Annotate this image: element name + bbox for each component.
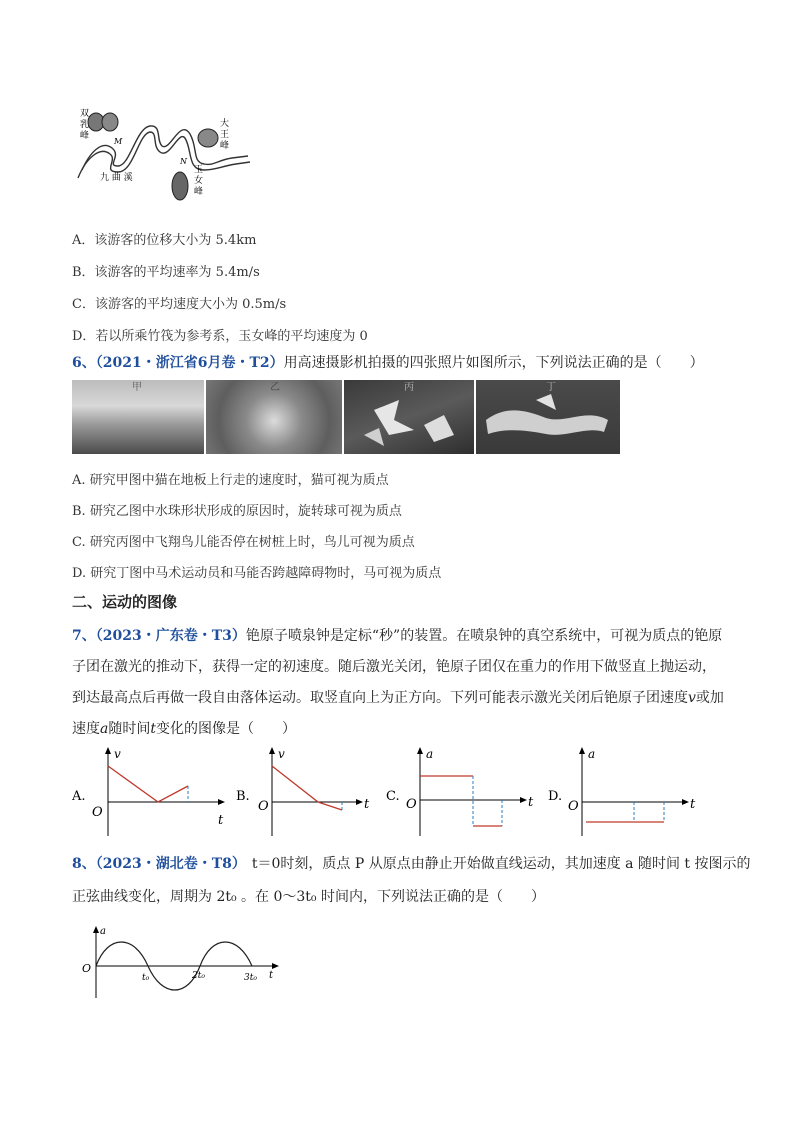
q7-line-3 xyxy=(72,687,724,707)
question-number: 7、 xyxy=(72,628,96,644)
question-source: （2023・广东卷・T3） xyxy=(95,628,246,644)
graph-a-t-label: t xyxy=(218,813,224,828)
q7-text-4a: 速度 xyxy=(72,721,100,737)
q7-text-3-tail: 或加 xyxy=(695,690,724,706)
photo-label-bing: 丙 xyxy=(404,382,414,393)
q7-text-4b: 随时间 xyxy=(108,721,151,737)
point-m-label: M xyxy=(114,137,123,146)
question-source: （2023・湖北卷・T8） xyxy=(95,856,246,872)
section-title: 二、运动的图像 xyxy=(72,593,178,611)
graph-a-curve xyxy=(108,766,188,802)
big-king-peak-icon xyxy=(198,129,218,147)
king-peak-label-3: 峰 xyxy=(220,141,230,151)
q7-var-a: a xyxy=(100,721,109,737)
graph-d-origin: O xyxy=(568,799,579,814)
q6-option-b: B. 研究乙图中水珠形状形成的原因时，旋转球可视为质点 xyxy=(72,504,402,519)
photo-bing xyxy=(344,380,474,454)
sine-a-label: a xyxy=(100,926,106,937)
stream-label: 九 曲 溪 xyxy=(100,173,133,183)
point-n-label: N xyxy=(180,157,187,166)
q5-option-c: C．该游客的平均速度大小为 0.5m/s xyxy=(72,297,287,312)
twin-peak-label-3: 峰 xyxy=(80,131,90,141)
graph-a-option-label: A. xyxy=(72,789,86,804)
photo-label-jia: 甲 xyxy=(132,382,142,393)
jiuqu-stream-map xyxy=(72,100,252,210)
q6-option-d: D. 研究丁图中马术运动员和马能否跨越障碍物时，马可视为质点 xyxy=(72,566,442,581)
q5-option-a: A．该游客的位移大小为 5.4km xyxy=(72,233,257,248)
king-peak-label-1: 大 xyxy=(220,119,230,129)
sine-t-label: t xyxy=(269,970,274,981)
sine-tick-2t0: 2t₀ xyxy=(192,971,205,981)
graph-b-origin: O xyxy=(258,799,269,814)
twin-peak-label-1: 双 xyxy=(80,109,90,119)
twin-peak-icon xyxy=(88,113,118,131)
graph-c-t-label: t xyxy=(528,795,534,810)
q7-var-v: v xyxy=(688,690,696,706)
q7-var-t: t xyxy=(150,721,156,737)
question-source: （2021・浙江省6月卷・T2） xyxy=(95,355,284,371)
q6-option-a: A. 研究甲图中猫在地板上行走的速度时，猫可视为质点 xyxy=(72,473,389,488)
question-text: 用高速摄影机拍摄的四张照片如图所示，下列说法正确的是（ ） xyxy=(283,355,704,371)
q8-line-1 xyxy=(72,853,751,873)
q5-option-d: D．若以所乘竹筏为参考系，玉女峰的平均速度为 0 xyxy=(72,329,368,344)
question-number: 8、 xyxy=(72,856,96,872)
graph-b-option-label: B. xyxy=(236,789,250,804)
sine-origin: O xyxy=(82,962,92,975)
question-number: 6、 xyxy=(72,355,96,371)
graph-d-option-label: D. xyxy=(548,789,563,804)
q7-text-1: 铯原子喷泉钟是定标“秒”的装置。在喷泉钟的真空系统中，可视为质点的铯原 xyxy=(245,628,723,644)
graph-c-a-label: a xyxy=(426,747,434,761)
q5-option-b: B．该游客的平均速率为 5.4m/s xyxy=(72,265,260,280)
photo-label-ding: 丁 xyxy=(546,382,556,393)
graph-c-origin: O xyxy=(406,797,417,812)
graph-option-b xyxy=(236,744,396,844)
q6-stem xyxy=(72,352,704,372)
photo-ding xyxy=(476,380,620,454)
q8-text-1: t＝0时刻，质点 P 从原点由静止开始做直线运动，其加速度 a 随时间 t 按图示的 xyxy=(251,856,751,872)
jade-girl-peak-icon xyxy=(172,172,188,200)
q7-line-1 xyxy=(72,625,722,645)
photo-label-yi: 乙 xyxy=(270,382,280,393)
graph-option-d xyxy=(546,744,706,844)
graph-option-a xyxy=(72,744,232,844)
sine-graph xyxy=(76,922,286,1000)
jade-peak-label-1: 玉 xyxy=(194,165,204,175)
graph-b-curve xyxy=(272,766,342,810)
photo-jia xyxy=(72,380,204,454)
graph-c-option-label: C. xyxy=(386,789,400,804)
q7-text-4c: 变化的图像是（ ） xyxy=(156,721,296,737)
graph-b-v-label: v xyxy=(278,747,285,761)
q6-option-c: C. 研究丙图中飞翔鸟儿能否停在树桩上时，鸟儿可视为质点 xyxy=(72,535,415,550)
king-peak-label-2: 王 xyxy=(220,130,230,140)
twin-peak-label-2: 乳 xyxy=(80,120,90,130)
graph-d-a-label: a xyxy=(588,747,596,761)
graph-a-v-label: v xyxy=(114,747,121,761)
photo-yi xyxy=(206,380,342,454)
graph-option-c xyxy=(384,744,544,844)
q7-line-4 xyxy=(72,718,296,738)
graph-b-t-label: t xyxy=(364,797,370,812)
graph-d-t-label: t xyxy=(690,797,696,812)
sine-tick-t0: t₀ xyxy=(142,973,150,983)
q7-line-2: 子团在激光的推动下，获得一定的初速度。随后激光关闭，铯原子团仅在重力的作用下做竖直上抛运动， xyxy=(72,659,716,675)
graph-a-origin: O xyxy=(92,805,103,820)
q7-text-3: 到达最高点后再做一段自由落体运动。取竖直向上为正方向。下列可能表示激光关闭后铯原子团速度 xyxy=(72,690,688,706)
jade-peak-label-3: 峰 xyxy=(194,187,204,197)
q8-line-2: 正弦曲线变化，周期为 2t₀ 。在 0～3t₀ 时间内，下列说法正确的是（ ） xyxy=(72,889,545,905)
jade-peak-label-2: 女 xyxy=(194,176,204,186)
sine-tick-3t0: 3t₀ xyxy=(244,973,257,983)
